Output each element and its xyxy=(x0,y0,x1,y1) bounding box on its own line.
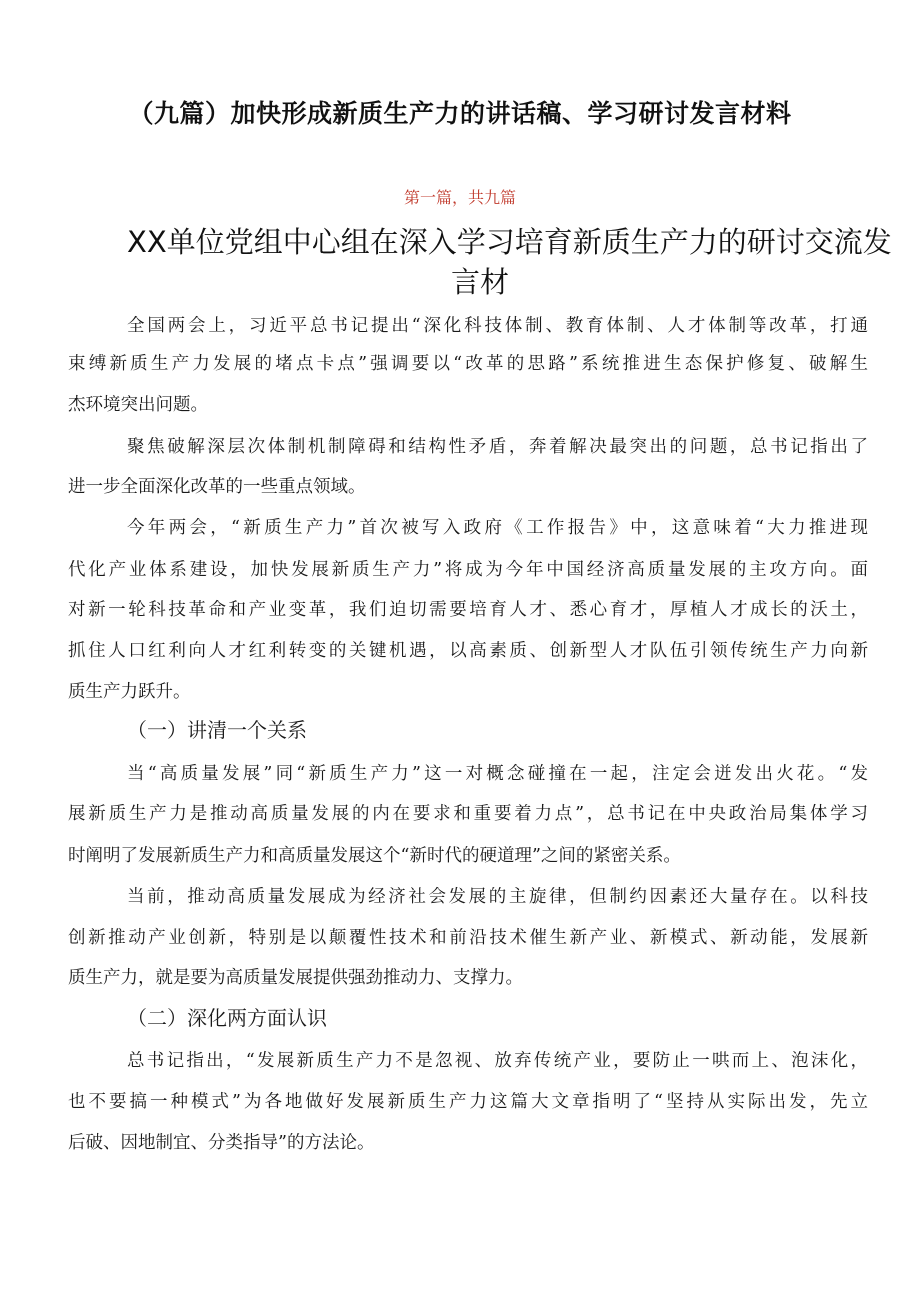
section-heading-2: （二）深化两方面认识 xyxy=(127,1006,327,1030)
paragraph-line: 当“高质量发展”同“新质生产力”这一对概念碰撞在一起，注定会迸发出火花。“发 xyxy=(127,764,868,784)
paragraph-line: 后破、因地制宜、分类指导”的方法论。 xyxy=(68,1133,375,1153)
paragraph-line: 展新质生产力是推动高质量发展的内在要求和重要着力点”，总书记在中央政治局集体学习 xyxy=(68,804,868,824)
paragraph-line: 代化产业体系建设，加快发展新质生产力”将成为今年中国经济高质量发展的主攻方向。面 xyxy=(68,560,868,580)
paragraph-line: 质生产力跃升。 xyxy=(68,682,191,702)
paragraph-line: 束缚新质生产力发展的堵点卡点”强调要以“改革的思路”系统推进生态保护修复、破解生 xyxy=(68,354,868,374)
article-title-line-2: 言材 xyxy=(450,265,509,299)
paragraph-line: 创新推动产业创新，特别是以颠覆性技术和前沿技术催生新产业、新模式、新动能，发展新 xyxy=(68,928,868,948)
paragraph-line: 当前，推动高质量发展成为经济社会发展的主旋律，但制约因素还大量存在。以科技 xyxy=(127,887,868,907)
paragraph-line: 总书记指出，“发展新质生产力不是忽视、放弃传统产业，要防止一哄而上、泡沫化， xyxy=(127,1051,868,1071)
paragraph-line: 今年两会，“新质生产力”首次被写入政府《工作报告》中，这意味着“大力推进现 xyxy=(127,518,868,538)
section-heading-1: （一）讲清一个关系 xyxy=(127,718,307,742)
paragraph-line: 全国两会上，习近平总书记提出“深化科技体制、教育体制、人才体制等改革，打通 xyxy=(127,316,868,336)
paragraph-line: 抓住人口红利向人才红利转变的关键机遇，以高素质、创新型人才队伍引领传统生产力向新 xyxy=(68,641,868,661)
paragraph-line: 对新一轮科技革命和产业变革，我们迫切需要培育人才、悉心育才，厚植人才成长的沃土， xyxy=(68,600,868,620)
paragraph-line: 杰环境突出问题。 xyxy=(68,395,208,415)
part-label: 第一篇，共九篇 xyxy=(403,188,516,207)
paragraph-line: 进一步全面深化改革的一些重点领域。 xyxy=(68,477,366,497)
paragraph-line: 也不要搞一种模式”为各地做好发展新质生产力这篇大文章指明了“坚持从实际出发，先立 xyxy=(68,1092,868,1112)
document-main-title: （九篇）加快形成新质生产力的讲话稿、学习研讨发言材料 xyxy=(128,99,792,128)
paragraph-line: 聚焦破解深层次体制机制障碍和结构性矛盾，奔着解决最突出的问题，总书记指出了 xyxy=(127,437,868,457)
paragraph-line: 质生产力，就是要为高质量发展提供强劲推动力、支撑力。 xyxy=(68,968,523,988)
article-title-line-1: XX单位党组中心组在深入学习培育新质生产力的研讨交流发 xyxy=(127,225,892,259)
paragraph-line: 时阐明了发展新质生产力和高质量发展这个“新时代的硬道理”之间的紧密关系。 xyxy=(68,846,681,866)
